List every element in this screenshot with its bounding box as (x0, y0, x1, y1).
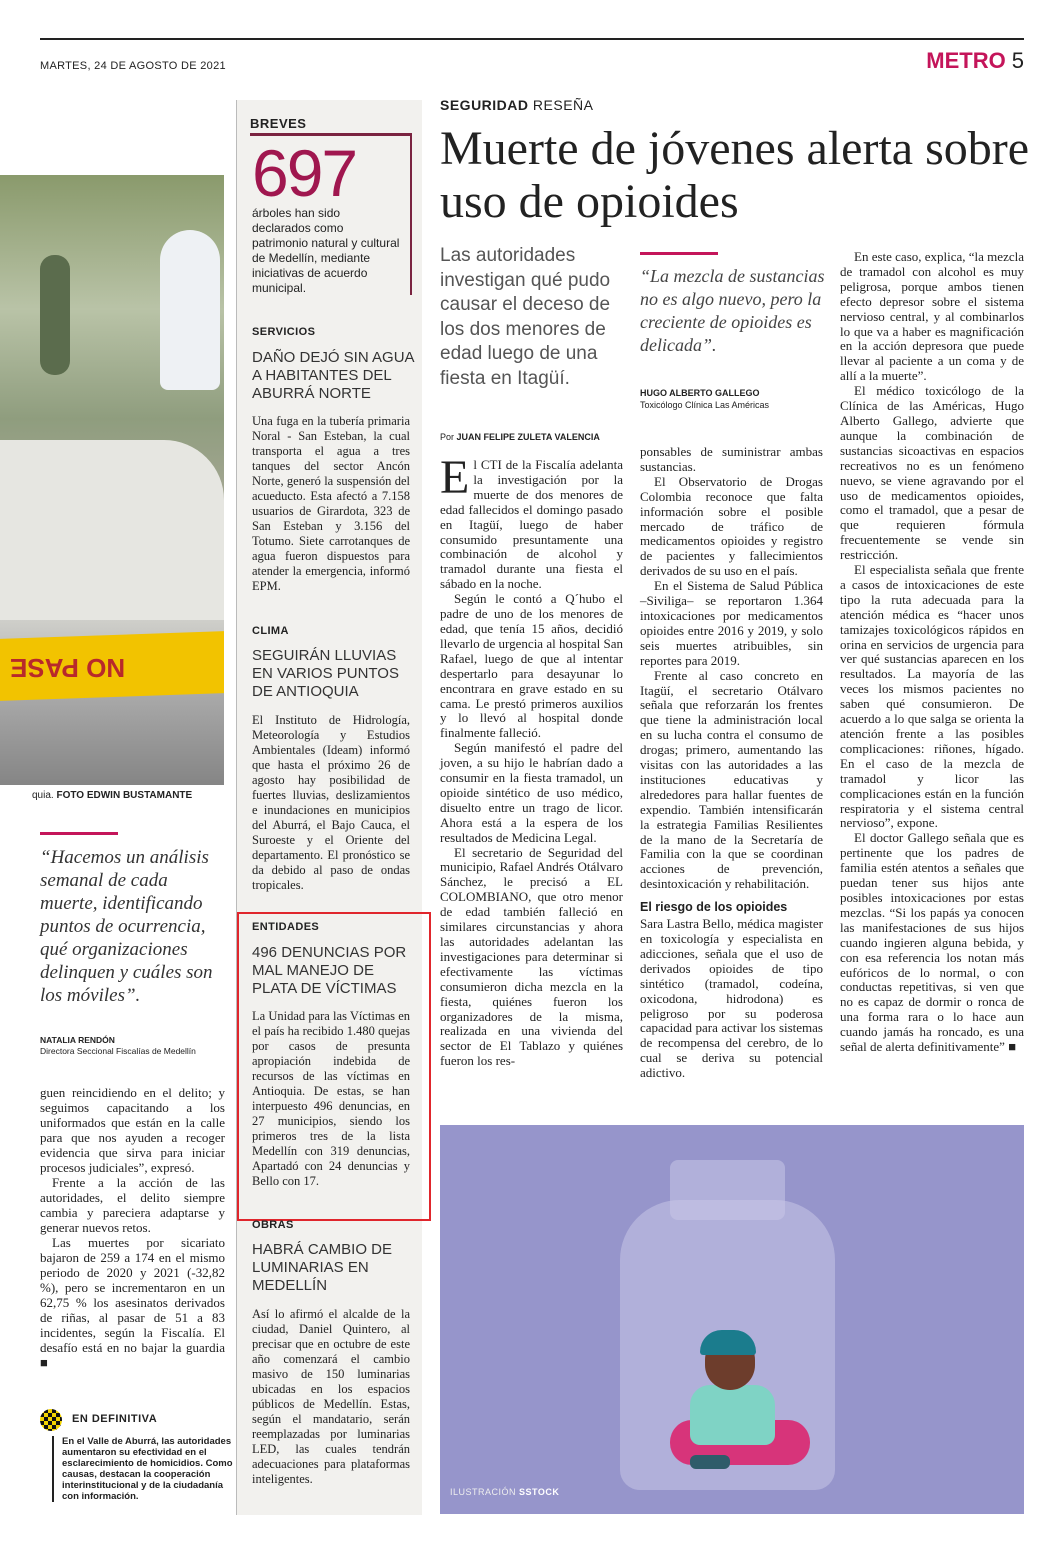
pull-quote: “La mezcla de sustancias no es algo nuevo, pero la creciente de opioides es delicada”. (640, 266, 825, 355)
pull-quote-left: “Hacemos un análisis semanal de cada muerte, identificando puntos de ocurrencia, qué organizaciones delinquen y cuáles son los móviles”. (40, 847, 213, 1006)
article-paragraph: El especialista señala que frente a casos de intoxicaciones de este tipo la ruta adecuada para la atención médica es “hacer unos tamizajes toxicológicos rápidos en orina en servicios de urgencia para ver qué sustancias aparecen en los resultados. La mayoría de las veces los mismos pacientes no saben qué consumieron. De acuerdo a lo que salga se orienta la atención frente a las posibles complicaciones: riñones, hígado. En el caso de la mezcla de tramadol y licor las complicaciones están en la función respiratoria y el sistema central nervioso”, expone. (840, 562, 1024, 831)
article-paragraph: Según manifestó el padre del joven, a su hijo le habrían dado a consumir en la fiesta tramadol, un opioide sintético de uso médico, disuelto entre un trago de licor. Ahora está a la espera de los resultados de Medicina Legal. (440, 740, 623, 845)
photo-figure (40, 255, 70, 375)
section-page (926, 48, 1024, 74)
person-shoe (690, 1455, 730, 1469)
breves-side-rule (410, 133, 412, 295)
article-paragraph: El doctor Gallego señala que es pertinente que los padres de familia estén atentos a señales que puedan tener sus hijos ante posibles intoxicaciones por estas mezclas. “Si los papás ya conocen las manifestaciones de sus hijos cuando ingieren alguna bebida, y con esa referencia los notan más eufóricos de lo normal, o con conductas repetitivas, si ven que no es capaz de dormir o ronca de una forma rara o lo hace aun cuando jamás ha roncado, es una señal de alerta definitivamente” ■ (840, 830, 1024, 1055)
paragraph-text: l CTI de la Fiscalía adelanta la investigación por la muerte de dos menores de edad fallecidos el domingo pasado en Itagüí, luego de haber consumido presuntamente una combinación de alcohol y tramadol durante una fiesta el sábado en la noche. (440, 457, 623, 592)
kicker-type: RESEÑA (532, 97, 594, 113)
person-hair (700, 1330, 756, 1355)
caption-pre: quia. (32, 790, 54, 801)
byline-pre: Por (440, 432, 455, 442)
page-number: 5 (1011, 48, 1024, 73)
left-body-text (40, 1085, 225, 1370)
section-name: METRO (926, 48, 1006, 73)
kicker-section: SEGURIDAD (440, 97, 529, 113)
brief-section: SERVICIOS (252, 326, 316, 338)
pull-quote-rule (640, 252, 718, 255)
brief-headline: HABRÁ CAMBIO DE LUMINARIAS EN MEDELLÍN (252, 1241, 393, 1294)
definitiva-text: En el Valle de Aburrá, las autoridades aumentaron su efectividad en el esclarecimiento de homicidios. Como causas, destacan la cooperación interinstitucional y de la ciudadanía con información. (52, 1436, 234, 1502)
article-headline: Muerte de jóvenes alerta sobre uso de opioides (440, 122, 1030, 228)
brief-section: ENTIDADES (252, 921, 320, 933)
illus-credit: SSTOCK (519, 1487, 560, 1497)
article-paragraph: El secretario de Seguridad del municipio, Rafael Andrés Otálvaro Sánchez, le precisó a EL COLOMBIANO, que otro menor de edad también falleció en similares circunstancias y ahora las autoridades adelantan las investigaciones para determinar si efectivamente las víctimas consumieron dicha mezcla en la fiesta, quiénes fueron los organizadores de la misma, realizada en una vivienda del sector de El Tablazo y quiénes fueron los res- (440, 844, 623, 1069)
illustration-caption (450, 1487, 559, 1497)
quote-author: NATALIA RENDÓN (40, 1035, 115, 1045)
left-paragraph: Frente a la acción de las autoridades, el delito siempre cambia y pareciera adaptarse y generar nuevos retos. (40, 1175, 225, 1235)
article-paragraph: Sara Lastra Bello, médica magister en toxicología y especialista en adicciones, señala que el uso de derivados opioides de tipo sintético (tramadol, codeína, oxicodona, hidrodona) es peligroso por su poderosa capacidad para activar los sistemas de recompensa del cerebro, de lo cual se deriva su potencial adictivo. (640, 916, 823, 1081)
breves-number: 697 (252, 136, 357, 210)
brief-body: Así lo afirmó el alcalde de la ciudad, Daniel Quintero, al precisar que en octubre de este año comenzará el cambio masivo de 150 luminarias ubicadas en los espacios públicos de Medellín. Estas, según el mandatario, serán reemplazadas por luminarias LED, las cuales tendrán adecuaciones para plataformas inteligentes. (252, 1307, 410, 1486)
article-paragraph: Frente al caso concreto en Itagüí, el secretario Otálvaro señala que reforzarán los frentes que tiene la administración local en su lucha contra el consumo de drogas; primero, aumentando las visitas con las autoridades a las instituciones educativas y alrededores para hallar fuentes de expendio. También intensificarán la estrategia Familias Resilientes de la mano de la Secretaría de Familia con la que se coordinan acciones de prevención, desintoxicación y rehabilitación. (640, 667, 823, 892)
photo-caption (32, 790, 192, 801)
article-paragraph: El Observatorio de Drogas Colombia reconoce que falta información sobre el posible mercado de tráfico de medicamentos opioides y registro de pacientes y fallecimientos derivados de su uso en el país. (640, 473, 823, 579)
article-paragraph: En este caso, explica, “la mezcla de tramadol con alcohol es muy peligrosa, porque ambos tienen efecto depresor sobre el sistema nervioso central, y al combinarlos lo que va a haber es magnificación en la acción depresora que puede llevar al paciente a un coma y de allí a la muerte”. (840, 249, 1024, 384)
brief-body: Una fuga en la tubería primaria Noral - San Esteban, la cual transporta el agua a tres tanques del sector Ancón Norte, generó la suspensión del acueducto. Esta afectó a 7.158 usuarios de Girardota, 323 de San Esteban y 3.156 del Totumo. Siete carrotanques de agua fueron dispuestos para atender la emergencia, informó EPM. (252, 414, 410, 593)
article-column-2 (640, 445, 823, 1081)
article-paragraph (440, 451, 623, 592)
article-deck: Las autoridades investigan qué pudo causar el deceso de los dos menores de edad luego de una fiesta en Itagüí. (440, 245, 611, 389)
article-column-3 (840, 250, 1024, 1055)
person-body (690, 1385, 775, 1445)
article-paragraph: ponsables de suministrar ambas sustancias. (640, 444, 823, 474)
quote-role: Directora Seccional Fiscalías de Medellín (40, 1046, 196, 1056)
caption-label: FOTO (56, 790, 85, 801)
left-paragraph: Las muertes por sicariato bajaron de 259 a 174 en el mismo periodo de 2020 y 2021 (-32,82 %), pero se incrementaron en un 62,75 % los asesinatos derivados de riñas, al pasar de 51 a 83 incidentes, según la Fiscalía. El desafío está en no bajar la guardia ■ (40, 1235, 225, 1370)
caption-credit: EDWIN BUSTAMANTE (86, 790, 193, 801)
brief-section: CLIMA (252, 625, 289, 637)
definitiva-title: EN DEFINITIVA (72, 1413, 158, 1425)
brief-body: El Instituto de Hidrología, Meteorología y Estudios Ambientales (Ideam) informó que hasta el próximo 26 de agosto hay posibilidad de fuertes lluvias, deslizamientos e inundaciones en municipios del Aburrá, el Bajo Cauca, el Suroeste y el Oriente del departamento. El pronóstico se da debido al paso de ondas tropicales. (252, 713, 410, 892)
article-column-1 (440, 451, 623, 1069)
article-paragraph: Según le contó a Q´hubo el padre de uno de los menores de edad, que tenía 15 años, decidió llevarlo de urgencia al hospital San Rafael, luego de que al intentar despertarlo para desayunar lo encontrara en grave estado en su cama. Le prestó primeros auxilios y lo llevó al hospital donde finalmente falleció. (440, 591, 623, 741)
brief-headline: 496 DENUNCIAS POR MAL MANEJO DE PLATA DE VÍCTIMAS (252, 944, 407, 997)
brief-headline: SEGUIRÁN LLUVIAS EN VARIOS PUNTOS DE ANTIOQUIA (252, 647, 399, 700)
article-paragraph: En el Sistema de Salud Pública –Siviliga– se reportaron 1.364 intoxicaciones por medicamentos opioides entre 2016 y 2019, y solo seis muertes atribuibles, sin reportes para 2019. (640, 578, 823, 668)
issue-date: MARTES, 24 DE AGOSTO DE 2021 (40, 60, 226, 72)
brief-body: La Unidad para las Víctimas en el país ha recibido 1.480 quejas por casos de presunta apropiación indebida de recursos de las víctimas en Antioquia. De estas, se han interpuesto 496 denuncias, en 27 municipios, siendo los primeros tres de la lista Medellín con 319 denuncias, Apartadó con 24 denuncias y Bello con 17. (252, 1009, 410, 1188)
left-paragraph: guen reincidiendo en el delito; y seguimos capacitando a los uniformados que están en la calle para que nos ayuden a recoger evidencia que sirva para iniciar procesos judiciales”, expresó. (40, 1085, 225, 1175)
article-subhead: El riesgo de los opioides (640, 900, 788, 915)
brief-headline: DAÑO DEJÓ SIN AGUA A HABITANTES DEL ABURRÁ NORTE (252, 349, 414, 402)
pull-quote-role: Toxicólogo Clínica Las Américas (640, 400, 770, 410)
brief-section: OBRAS (252, 1219, 294, 1231)
quote-rule (40, 832, 118, 835)
column-divider (236, 100, 237, 1515)
photo-sheet (0, 440, 224, 620)
byline (440, 432, 600, 442)
breves-desc: árboles han sido declarados como patrimonio natural y cultural de Medellín, mediante iniciativas de acuerdo municipal. (252, 206, 400, 295)
definitiva-icon (40, 1409, 62, 1431)
pull-quote-author: HUGO ALBERTO GALLEGO (640, 388, 760, 398)
photo-officer (160, 230, 220, 390)
drop-cap: E (440, 451, 470, 504)
breves-title: BREVES (250, 116, 307, 131)
top-rule (40, 38, 1024, 40)
tape-text: NO PASE (10, 653, 126, 683)
byline-name: JUAN FELIPE ZULETA VALENCIA (456, 432, 600, 442)
article-paragraph: El médico toxicólogo de la Clínica de las Américas, Hugo Alberto Gallego, advierte que aunque la combinación de sustancias sicoactivas en espacios recreativos no es un fenómeno nuevo, se viene agravando por el uso de medicamentos opioides, como el tramadol, que a pesar de que requieren fórmula frecuentemente se vende sin restricción. (840, 383, 1024, 563)
article-kicker (440, 97, 593, 113)
illus-label: ILUSTRACIÓN (450, 1487, 517, 1497)
